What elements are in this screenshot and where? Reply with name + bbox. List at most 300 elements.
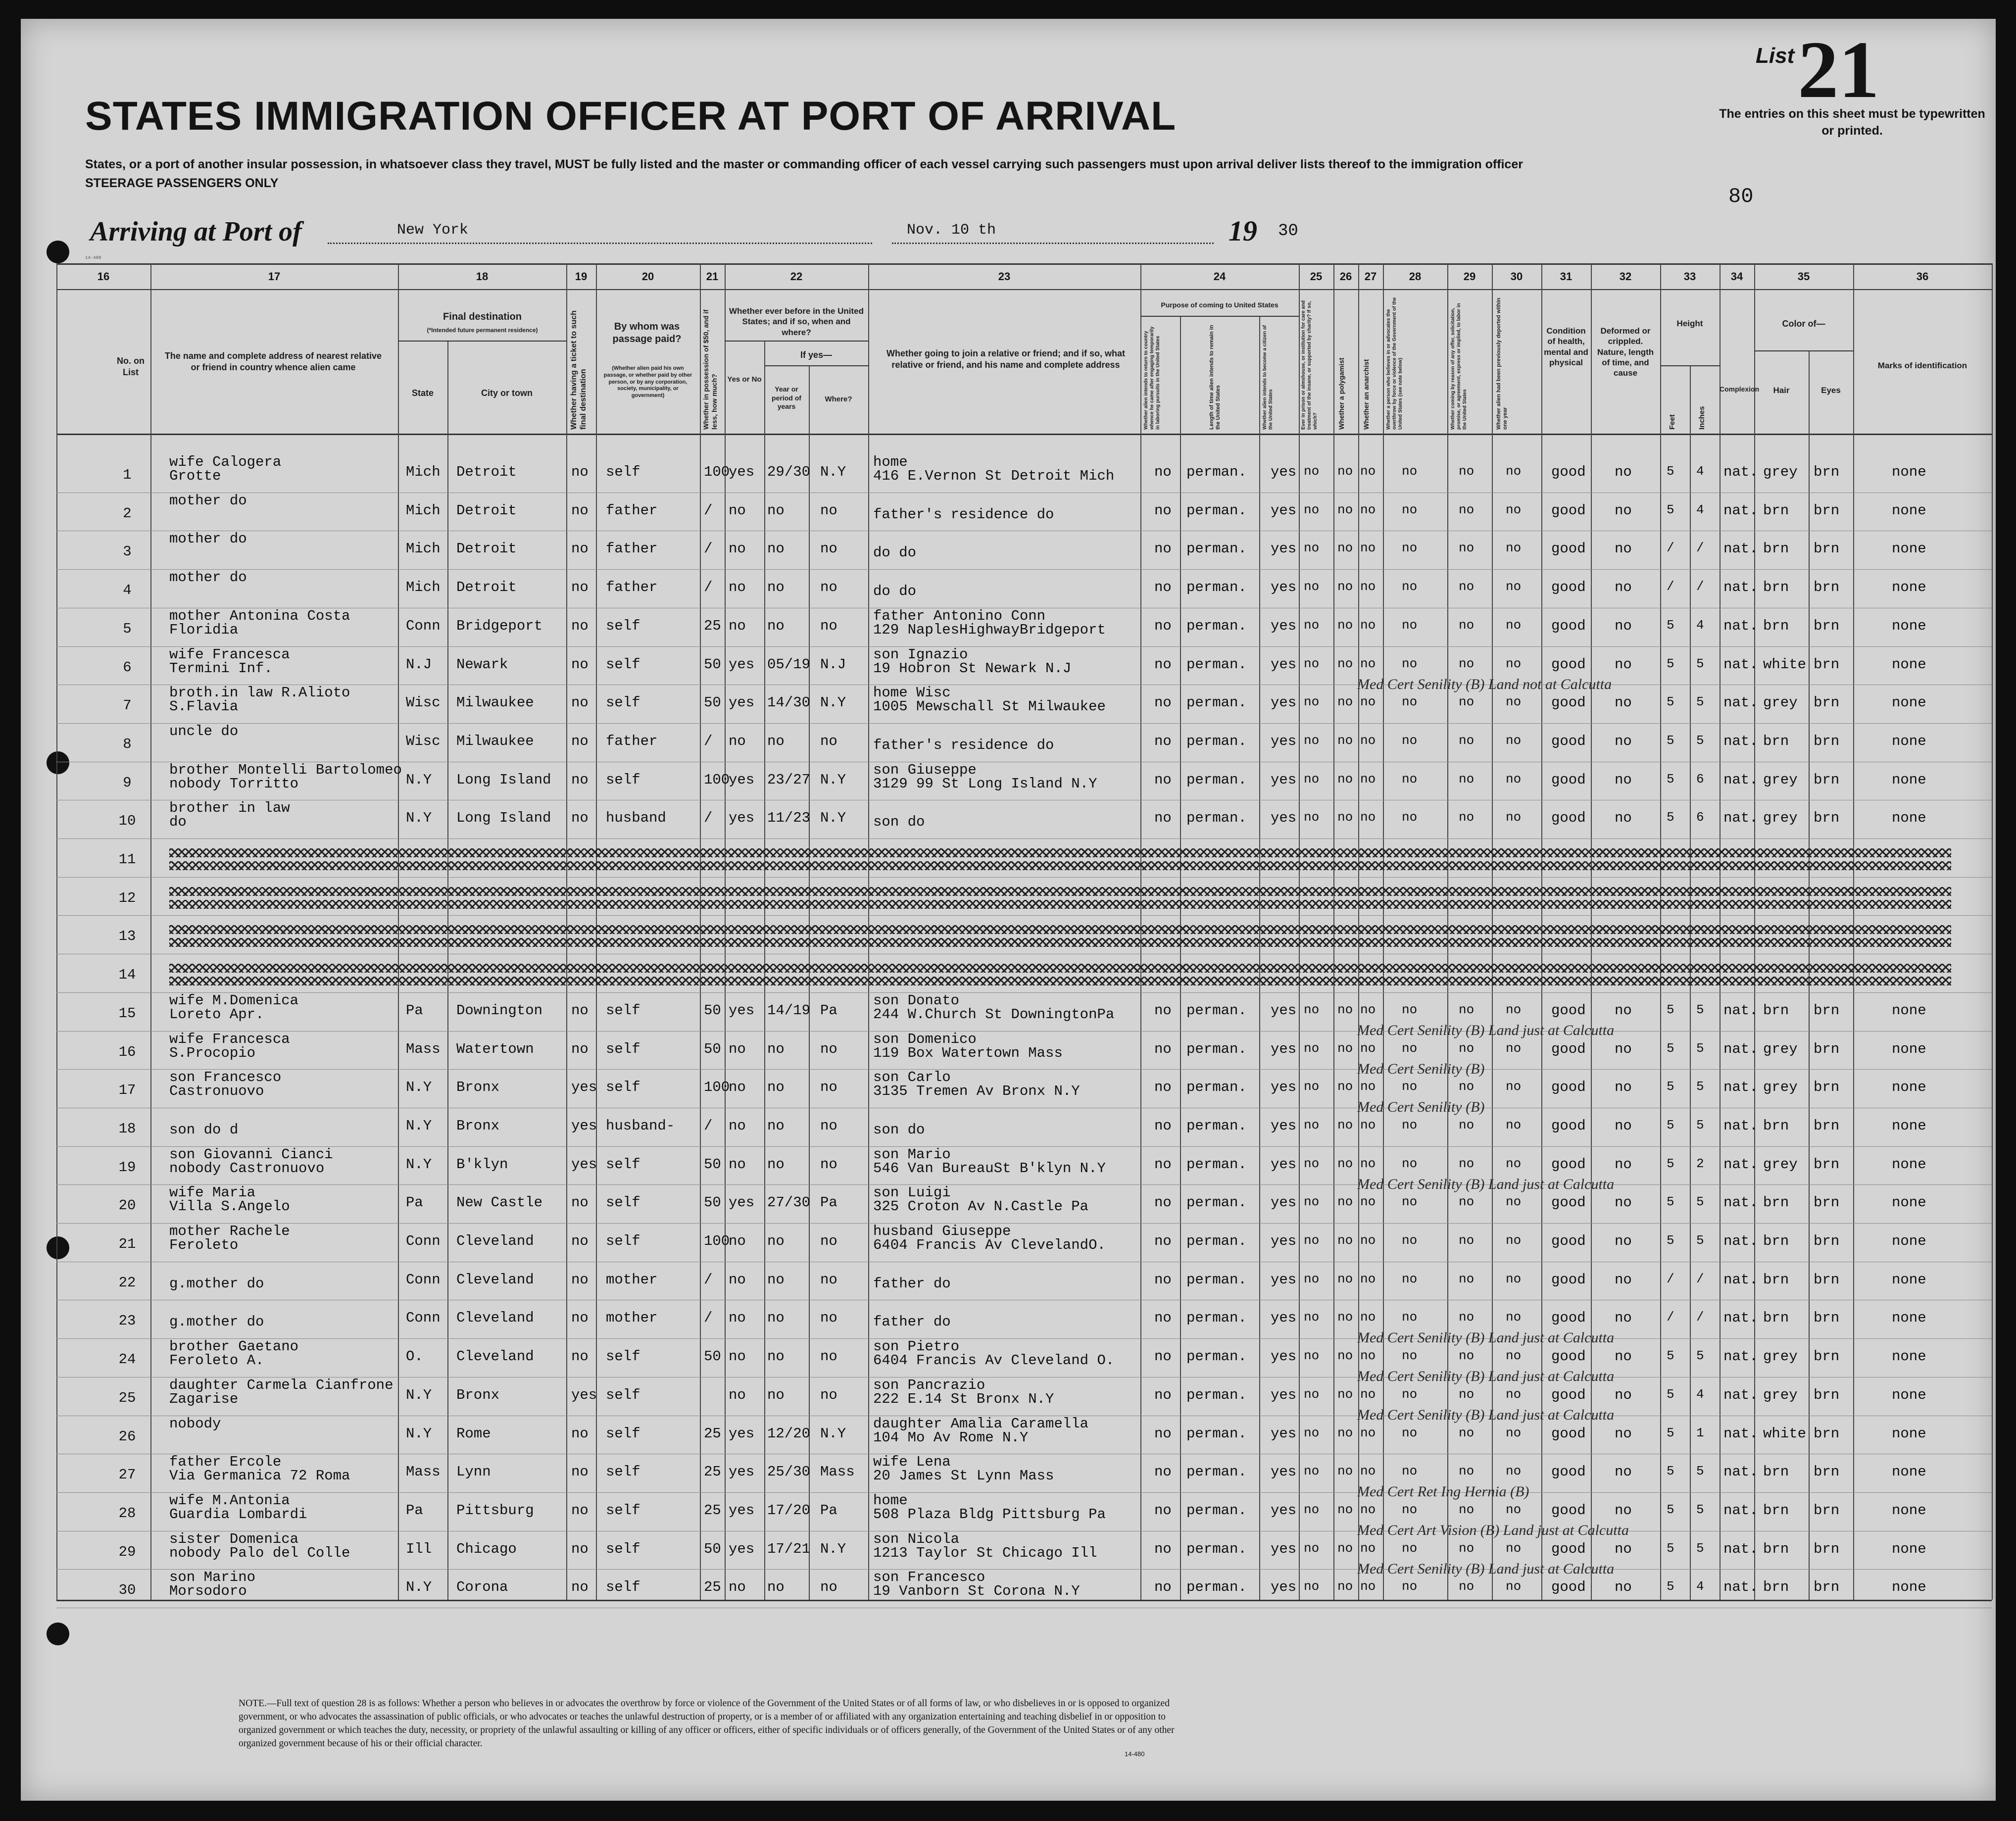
cancelled-row-strike <box>169 938 1951 947</box>
rowcell-money: 50 <box>704 1194 721 1211</box>
rowcell-deported: no <box>1506 1194 1522 1210</box>
rowcell-deformed: no <box>1615 1117 1632 1134</box>
rowcell-state: Mass <box>406 1040 441 1057</box>
rowcell-polygamist: no <box>1337 1464 1353 1479</box>
rowcell-inches: 5 <box>1696 733 1704 748</box>
rowcell-deported: no <box>1506 502 1522 517</box>
rowcell-citizen: yes <box>1271 694 1297 711</box>
rowcell-where: no <box>820 1233 837 1249</box>
rowcell-money: / <box>704 1271 713 1288</box>
relative-line-1: son Francesco <box>169 1069 282 1086</box>
rowcell-q28: no <box>1402 541 1418 556</box>
rowcell-return: no <box>1154 1156 1172 1173</box>
rowcell-ticket: no <box>571 617 589 634</box>
rowcell-feet: / <box>1667 1271 1674 1286</box>
rowcell-health: good <box>1551 1579 1586 1596</box>
rowcell-city: Corona <box>456 1579 508 1596</box>
rowcell-complexion: nat. <box>1723 1194 1758 1211</box>
rowcell-state: Mich <box>406 502 441 519</box>
column-number: 32 <box>1619 270 1632 283</box>
rowcell-city: Bronx <box>456 1117 500 1134</box>
row-number: 4 <box>123 582 132 599</box>
header-polygamist: Whether a polygamist <box>1337 357 1345 430</box>
rowcell-feet: 5 <box>1667 1156 1674 1171</box>
relative-line-2: g.mother do <box>169 1275 264 1292</box>
rowcell-complexion: nat. <box>1723 656 1758 673</box>
rowcell-length: perman. <box>1186 1002 1247 1019</box>
rowcell-city: Detroit <box>456 502 517 519</box>
rowcell-anarchist: no <box>1360 810 1376 825</box>
rowcell-years: 25/30 <box>767 1464 811 1480</box>
rowcell-length: perman. <box>1186 1079 1247 1096</box>
final-destination-subline <box>398 341 566 342</box>
rowcell-years: 11/23 <box>767 810 811 827</box>
rowcell-labor: no <box>1459 1502 1475 1517</box>
rowcell-state: O. <box>406 1348 423 1365</box>
rowcell-prison: no <box>1304 464 1320 479</box>
rowcell-return: no <box>1154 1002 1172 1019</box>
rowcell-eyes: brn <box>1814 541 1840 557</box>
rowcell-prison: no <box>1304 1310 1320 1325</box>
rowcell-labor: no <box>1459 541 1475 556</box>
punch-hole-bottom <box>47 1623 69 1645</box>
rowcell-anarchist: no <box>1360 1233 1376 1248</box>
relative-line-2: Via Germanica 72 Roma <box>169 1468 350 1484</box>
rowcell-deported: no <box>1506 541 1522 556</box>
rowcell-citizen: yes <box>1271 1386 1297 1403</box>
rowcell-polygamist: no <box>1337 579 1353 594</box>
rowcell-return: no <box>1154 1386 1172 1403</box>
rowcell-eyes: brn <box>1814 733 1840 749</box>
row-rule <box>56 723 1992 724</box>
rowcell-before: no <box>729 1156 746 1173</box>
rowcell-prison: no <box>1304 1425 1320 1440</box>
rowcell-return: no <box>1154 733 1172 749</box>
rowcell-marks: none <box>1892 771 1926 788</box>
footnote: NOTE.—Full text of question 28 is as follows: Whether a person who believes in or advocates the overthrow by force or violence of the Government of the United States or of all forms of law, or who disbelieves in or is opposed to organized government, or who advocates the assassination of public officials, or who advocates or teaches the unlawful destruction of property, or is a member of or affiliated with any organization entertaining and teaching disbelief in or opposition to organized government or which teaches the duty, necessity, or propriety of the unlawful assaulting or killing of any officer or officers, either of specific individuals or of officers generally, of the Government of the United States or of any other organized government because of his or their official character. <box>239 1698 1175 1749</box>
rowcell-before: yes <box>729 1194 755 1211</box>
rowcell-city: Milwaukee <box>456 733 534 749</box>
rowcell-before: no <box>729 579 746 596</box>
rowcell-q28: no <box>1402 579 1418 594</box>
handwritten-annotation: Med Cert Senility (B) Land just at Calcutta <box>1357 1022 1615 1038</box>
rowcell-money: / <box>704 1310 713 1327</box>
rowcell-polygamist: no <box>1337 502 1353 517</box>
joining-line-1: son Giuseppe <box>873 761 977 778</box>
header-before-in-us: Whether ever before in the United States; and if so, when and where? <box>729 306 864 337</box>
joining-line-2: 1005 Mewschall St Milwaukee <box>873 698 1106 715</box>
rowcell-return: no <box>1154 1271 1172 1288</box>
rowcell-money: 100 <box>704 464 730 480</box>
rowcell-inches: 5 <box>1696 1194 1704 1210</box>
rowcell-q28: no <box>1402 502 1418 517</box>
rowcell-passage: self <box>606 1348 640 1365</box>
col-line <box>1259 316 1260 1600</box>
rowcell-labor: no <box>1459 1040 1475 1056</box>
rowcell-return: no <box>1154 656 1172 673</box>
form-tag-bottom: 14-480 <box>1125 1750 1145 1758</box>
row-rule <box>56 838 1992 839</box>
rowcell-deformed: no <box>1615 464 1632 480</box>
rowcell-money: / <box>704 810 713 827</box>
column-number: 24 <box>1213 270 1226 283</box>
handwritten-annotation: Med Cert Senility (B) Land just at Calcutta <box>1357 1368 1615 1385</box>
rowcell-anarchist: no <box>1360 1540 1376 1556</box>
rowcell-marks: none <box>1892 656 1926 673</box>
steerage-line: STEERAGE PASSENGERS ONLY <box>85 176 279 190</box>
row-rule <box>56 992 1992 993</box>
rowcell-money: / <box>704 579 713 596</box>
rowcell-prison: no <box>1304 1040 1320 1056</box>
relative-line-1: mother Antonina Costa <box>169 607 350 624</box>
rowcell-anarchist: no <box>1360 617 1376 633</box>
rowcell-deformed: no <box>1615 1079 1632 1096</box>
rowcell-city: New Castle <box>456 1194 543 1211</box>
rowcell-hair: grey <box>1763 1079 1798 1096</box>
rowcell-anarchist: no <box>1360 656 1376 671</box>
col-line <box>56 263 57 1600</box>
rowcell-anarchist: no <box>1360 1117 1376 1132</box>
rowcell-eyes: brn <box>1814 656 1840 673</box>
rowcell-feet: 5 <box>1667 1464 1674 1479</box>
joining-line-1: home <box>873 1492 908 1509</box>
rowcell-ticket: no <box>571 464 589 480</box>
rowcell-q28: no <box>1402 1156 1418 1171</box>
rowcell-marks: none <box>1892 541 1926 557</box>
rowcell-deformed: no <box>1615 1156 1632 1173</box>
rowcell-health: good <box>1551 502 1586 519</box>
rowcell-deported: no <box>1506 694 1522 710</box>
rowcell-state: N.Y <box>406 771 432 788</box>
rowcell-polygamist: no <box>1337 1040 1353 1056</box>
rowcell-state: Conn <box>406 1310 441 1327</box>
relative-line-2: Zagarise <box>169 1390 239 1407</box>
column-number: 35 <box>1797 270 1810 283</box>
handwritten-annotation: Med Cert Senility (B) Land just at Calcutta <box>1357 1329 1615 1346</box>
header-where: Where? <box>825 395 852 403</box>
rowcell-where: N.Y <box>820 1425 846 1442</box>
rowcell-anarchist: no <box>1360 1464 1376 1479</box>
relative-line-2: g.mother do <box>169 1314 264 1330</box>
rowcell-feet: 5 <box>1667 1079 1674 1094</box>
rowcell-complexion: nat. <box>1723 1502 1758 1519</box>
rowcell-length: perman. <box>1186 502 1247 519</box>
column-number: 17 <box>268 270 281 283</box>
column-number: 25 <box>1310 270 1323 283</box>
rowcell-health: good <box>1551 464 1586 480</box>
rowcell-inches: 5 <box>1696 1348 1704 1364</box>
rowcell-citizen: yes <box>1271 1156 1297 1173</box>
header-hair: Hair <box>1773 386 1790 395</box>
joining-line-1: home <box>873 454 908 470</box>
rowcell-money: / <box>704 502 713 519</box>
rowcell-deformed: no <box>1615 1464 1632 1480</box>
rowcell-hair: brn <box>1763 1117 1789 1134</box>
rowcell-length: perman. <box>1186 733 1247 749</box>
rowcell-passage: husband <box>606 810 666 827</box>
rowcell-health: good <box>1551 1386 1586 1403</box>
rowcell-money: 50 <box>704 1540 721 1557</box>
rowcell-labor: no <box>1459 1348 1475 1364</box>
rowcell-deformed: no <box>1615 733 1632 749</box>
rowcell-where: no <box>820 1348 837 1365</box>
row-number: 28 <box>118 1505 136 1522</box>
relative-line-2: do <box>169 814 187 831</box>
rowcell-health: good <box>1551 1464 1586 1480</box>
rowcell-polygamist: no <box>1337 1386 1353 1402</box>
rowcell-hair: brn <box>1763 733 1789 749</box>
rowcell-hair: brn <box>1763 541 1789 557</box>
rowcell-health: good <box>1551 1194 1586 1211</box>
list-label: List <box>1756 44 1795 68</box>
rowcell-deported: no <box>1506 617 1522 633</box>
rowcell-health: good <box>1551 579 1586 596</box>
rowcell-labor: no <box>1459 1233 1475 1248</box>
rowcell-health: good <box>1551 1502 1586 1519</box>
relative-line-2: Villa S.Angelo <box>169 1198 290 1215</box>
rowcell-money: 50 <box>704 1348 721 1365</box>
rowcell-where: Mass <box>820 1464 855 1480</box>
rowcell-polygamist: no <box>1337 1579 1353 1594</box>
rowcell-marks: none <box>1892 1386 1926 1403</box>
joining-line-2: 1213 Taylor St Chicago Ill <box>873 1544 1097 1561</box>
rowcell-money: 25 <box>704 1502 721 1519</box>
row-rule <box>56 646 1992 647</box>
rowcell-city: Newark <box>456 656 508 673</box>
rowcell-feet: 5 <box>1667 694 1674 710</box>
joining-line-2: 325 Croton Av N.Castle Pa <box>873 1198 1089 1215</box>
rowcell-citizen: yes <box>1271 1310 1297 1327</box>
rowcell-length: perman. <box>1186 464 1247 480</box>
rowcell-citizen: yes <box>1271 1233 1297 1249</box>
rowcell-complexion: nat. <box>1723 694 1758 711</box>
rowcell-deported: no <box>1506 656 1522 671</box>
rowcell-citizen: yes <box>1271 810 1297 827</box>
rowcell-length: perman. <box>1186 1194 1247 1211</box>
rowcell-eyes: brn <box>1814 617 1840 634</box>
row-number: 12 <box>118 889 136 906</box>
rowcell-money: 25 <box>704 1425 721 1442</box>
rowcell-anarchist: no <box>1360 1386 1376 1402</box>
rowcell-state: N.Y <box>406 1156 432 1173</box>
table-bottom-border <box>56 1600 1992 1601</box>
relative-line-1: mother Rachele <box>169 1223 290 1239</box>
rowcell-marks: none <box>1892 1117 1926 1134</box>
header-year-period: Year or period of years <box>772 385 801 410</box>
rowcell-anarchist: no <box>1360 464 1376 479</box>
joining-line-2: 6404 Francis Av ClevelandO. <box>873 1237 1106 1253</box>
rowcell-length: perman. <box>1186 1040 1247 1057</box>
rowcell-q28: no <box>1402 1502 1418 1517</box>
rowcell-q28: no <box>1402 1348 1418 1364</box>
rowcell-marks: none <box>1892 1079 1926 1096</box>
rowcell-return: no <box>1154 1040 1172 1057</box>
rowcell-citizen: yes <box>1271 1194 1297 1211</box>
rowcell-years: no <box>767 733 785 749</box>
column-number: 27 <box>1364 270 1377 283</box>
joining-line-1: son Pancrazio <box>873 1377 985 1393</box>
rowcell-polygamist: no <box>1337 733 1353 748</box>
rowcell-marks: none <box>1892 464 1926 480</box>
rowcell-return: no <box>1154 464 1172 480</box>
rowcell-years: 14/19 <box>767 1002 811 1019</box>
rowcell-hair: brn <box>1763 1540 1789 1557</box>
rowcell-deformed: no <box>1615 1002 1632 1019</box>
rowcell-health: good <box>1551 771 1586 788</box>
row-number: 2 <box>123 505 132 522</box>
cancelled-row-strike <box>169 887 1951 896</box>
rowcell-hair: grey <box>1763 1348 1798 1365</box>
rowcell-ticket: no <box>571 502 589 519</box>
rowcell-state: Mich <box>406 579 441 596</box>
relative-line-2: nobody Torritto <box>169 775 299 792</box>
row-number: 13 <box>118 928 136 945</box>
rowcell-labor: no <box>1459 1464 1475 1479</box>
rowcell-eyes: brn <box>1814 1425 1840 1442</box>
rowcell-complexion: nat. <box>1723 1310 1758 1327</box>
header-if-yes: If yes— <box>800 350 833 360</box>
rowcell-length: perman. <box>1186 1233 1247 1249</box>
rowcell-q28: no <box>1402 771 1418 787</box>
rowcell-inches: 5 <box>1696 1117 1704 1132</box>
rowcell-eyes: brn <box>1814 1271 1840 1288</box>
column-number: 23 <box>998 270 1011 283</box>
rowcell-complexion: nat. <box>1723 1002 1758 1019</box>
rowcell-complexion: nat. <box>1723 541 1758 557</box>
rowcell-deported: no <box>1506 1002 1522 1017</box>
rowcell-deformed: no <box>1615 1233 1632 1249</box>
rowcell-hair: grey <box>1763 694 1798 711</box>
column-number: 22 <box>790 270 803 283</box>
rowcell-ticket: yes <box>571 1156 597 1173</box>
rowcell-ticket: no <box>571 1502 589 1519</box>
rowcell-feet: 5 <box>1667 1579 1674 1594</box>
rowcell-return: no <box>1154 1502 1172 1519</box>
rowcell-length: perman. <box>1186 1425 1247 1442</box>
joining-line-2: 3129 99 St Long Island N.Y <box>873 775 1097 792</box>
rowcell-return: no <box>1154 1079 1172 1096</box>
rowcell-deported: no <box>1506 1271 1522 1286</box>
rowcell-health: good <box>1551 810 1586 827</box>
rowcell-health: good <box>1551 541 1586 557</box>
rowcell-return: no <box>1154 1194 1172 1211</box>
rowcell-deformed: no <box>1615 1310 1632 1327</box>
relative-line-2: Grotte <box>169 468 221 484</box>
row-rule <box>56 492 1992 493</box>
header-purpose-return: Whether alien intends to return to country whence he came after engaging temporarily in laboring pursuits in the United States <box>1143 326 1161 430</box>
punch-hole-top <box>47 241 69 263</box>
joining-line-1: father Antonino Conn <box>873 607 1046 624</box>
rowcell-labor: no <box>1459 656 1475 671</box>
rowcell-inches: 1 <box>1696 1425 1704 1440</box>
rowcell-state: Pa <box>406 1502 423 1519</box>
rowcell-passage: self <box>606 1156 640 1173</box>
rowcell-before: yes <box>729 1502 755 1519</box>
rowcell-q28: no <box>1402 464 1418 479</box>
rowcell-ticket: no <box>571 1310 589 1327</box>
rowcell-return: no <box>1154 1425 1172 1442</box>
rowcell-labor: no <box>1459 1079 1475 1094</box>
rowcell-anarchist: no <box>1360 733 1376 748</box>
row-number: 23 <box>118 1313 136 1329</box>
rowcell-citizen: yes <box>1271 1348 1297 1365</box>
rowcell-q28: no <box>1402 617 1418 633</box>
header-bottom-border <box>56 434 1992 435</box>
punch-hole-middle <box>47 751 69 774</box>
rowcell-prison: no <box>1304 1002 1320 1017</box>
rowcell-deported: no <box>1506 1079 1522 1094</box>
relative-line-1: daughter Carmela Cianfrone <box>169 1377 393 1393</box>
rowcell-polygamist: no <box>1337 1233 1353 1248</box>
row-number: 3 <box>123 543 132 560</box>
rowcell-hair: brn <box>1763 1002 1789 1019</box>
rowcell-prison: no <box>1304 1540 1320 1556</box>
rowcell-inches: / <box>1696 579 1704 594</box>
row-number: 22 <box>118 1274 136 1291</box>
rowcell-passage: self <box>606 1002 640 1019</box>
rowcell-anarchist: no <box>1360 1156 1376 1171</box>
rowcell-polygamist: no <box>1337 617 1353 633</box>
rowcell-length: perman. <box>1186 771 1247 788</box>
rowcell-feet: 5 <box>1667 1386 1674 1402</box>
relative-line-1: brother Gaetano <box>169 1338 299 1355</box>
rowcell-years: 27/30 <box>767 1194 811 1211</box>
rowcell-years: 29/30 <box>767 464 811 480</box>
relative-line-1: wife Calogera <box>169 454 282 470</box>
rowcell-state: Mich <box>406 541 441 557</box>
rowcell-city: Detroit <box>456 541 517 557</box>
rowcell-health: good <box>1551 694 1586 711</box>
row-number: 20 <box>118 1197 136 1214</box>
rowcell-before: no <box>729 1271 746 1288</box>
rowcell-feet: 5 <box>1667 1233 1674 1248</box>
rowcell-complexion: nat. <box>1723 1464 1758 1480</box>
rowcell-marks: none <box>1892 1464 1926 1480</box>
rowcell-complexion: nat. <box>1723 1425 1758 1442</box>
date-value: Nov. 10 th <box>907 222 996 239</box>
rowcell-inches: 5 <box>1696 1079 1704 1094</box>
rowcell-city: B'klyn <box>456 1156 508 1173</box>
rowcell-hair: white <box>1763 656 1807 673</box>
joining-line-1: son Mario <box>873 1146 951 1163</box>
joining-line-2: 222 E.14 St Bronx N.Y <box>873 1390 1054 1407</box>
column-number: 26 <box>1339 270 1352 283</box>
rowcell-years: 14/30 <box>767 694 811 711</box>
rowcell-prison: no <box>1304 1386 1320 1402</box>
rowcell-citizen: yes <box>1271 579 1297 596</box>
joining-line-2: 3135 Tremen Av Bronx N.Y <box>873 1083 1080 1100</box>
rowcell-length: perman. <box>1186 579 1247 596</box>
rowcell-feet: 5 <box>1667 656 1674 671</box>
rowcell-hair: brn <box>1763 579 1789 596</box>
column-number: 33 <box>1683 270 1696 283</box>
rowcell-anarchist: no <box>1360 1002 1376 1017</box>
rowcell-before: no <box>729 541 746 557</box>
rowcell-marks: none <box>1892 617 1926 634</box>
rowcell-money: 50 <box>704 1040 721 1057</box>
rowcell-eyes: brn <box>1814 1156 1840 1173</box>
relative-line-2: nobody Palo del Colle <box>169 1544 350 1561</box>
rowcell-where: no <box>820 502 837 519</box>
rowcell-deformed: no <box>1615 656 1632 673</box>
year-prefix: 19 <box>1229 215 1257 247</box>
rowcell-passage: self <box>606 464 640 480</box>
rowcell-city: Cleveland <box>456 1271 534 1288</box>
rowcell-deported: no <box>1506 1540 1522 1556</box>
rowcell-before: no <box>729 1386 746 1403</box>
rowcell-q28: no <box>1402 1117 1418 1132</box>
port-value: New York <box>397 222 469 239</box>
